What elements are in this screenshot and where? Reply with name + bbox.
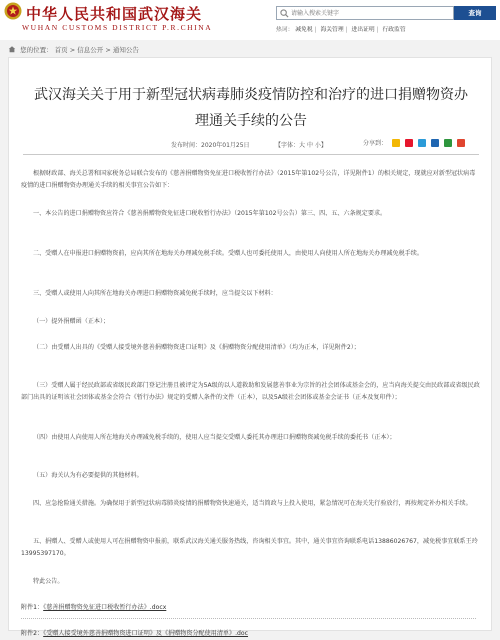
hot-words: 热词： 减免税 | 海关管理 | 进出证明 | 行政监管 [276,27,406,33]
site-subtitle: WUHAN CUSTOMS DISTRICT P.R.CHINA [22,23,213,32]
attachment-label: 附件2： [21,630,44,637]
site-header [0,0,500,40]
article-panel [8,57,492,637]
breadcrumb-separator: > [67,46,78,54]
font-medium-button[interactable]: 中 [306,142,313,149]
attachment-1 [21,602,481,614]
home-icon [8,45,16,53]
search-button[interactable]: 查询 [454,6,496,20]
more-icon[interactable] [457,139,465,147]
paragraph: 三、受赠人或使用人向其所在地海关办理进口捐赠物资减免税手续时，应当提交以下材料： [33,290,277,297]
hot-word-link[interactable]: 海关管理 [320,27,344,33]
font-small-button[interactable]: 小 [314,142,321,149]
tencent-icon[interactable] [418,139,426,147]
paragraph: （二）由受赠人出具的《受赠人接受境外慈善捐赠物资进口证明》及《捐赠物资分配使用清单》（均为正本，详见附件2）； [33,344,360,351]
attachment-link[interactable]: 《慈善捐赠物资免征进口税收暂行办法》.docx [43,604,167,611]
breadcrumb-notice[interactable]: 通知公告 [112,46,139,54]
paragraph: 四、应急抢险通关措施。为确保用于新型冠状病毒肺炎疫情的捐赠物资快速通关，适当简政与上投入使用，紧急情况可在海关先行验放行，再按规定补办相关手续。 [33,500,472,507]
publish-date [171,140,250,149]
breadcrumb-prefix: 您的位置： [20,46,53,54]
breadcrumb-info[interactable]: 信息公开 [77,46,104,54]
paragraph: 二、受赠人在申报进口捐赠物资前，应向其所在地海关办理减免税手续。受赠人也可委托使用人，由使用人向使用人所在地海关办理减免税手续。 [33,250,423,257]
attachment-label: 附件1： [21,604,44,611]
paragraph: （三）受赠人属于经民政部或省级民政部门登记注册且被评定为5A级的以人道救助和发展慈善事业为宗旨的社会团体或基金会的，应当向海关提交由民政部或省级民政部门出具的证明该社会团体或基金会符合《暂行办法》规定的受赠人条件的文件（正本），以及5A级社会团体或基金会证书（正本及复印件）； [21,382,480,401]
date-value: 2020年01月25日 [201,142,250,149]
site-title[interactable]: 中华人民共和国武汉海关 [26,5,203,23]
douban-icon[interactable] [444,139,452,147]
hot-word-link[interactable]: 减免税 [295,27,313,33]
paragraph: （一）提外捐赠函（正本）； [33,318,110,325]
search-icon [280,9,289,18]
hot-word-link[interactable]: 行政监管 [382,27,406,33]
renren-icon[interactable] [431,139,439,147]
attachment-divider [21,618,476,619]
breadcrumb [8,45,139,54]
search-input[interactable] [291,7,451,19]
article-title: 武汉海关关于用于新型冠状病毒肺炎疫情防控和治疗的进口捐赠物资办理通关手续的公告 [34,87,468,129]
breadcrumb-separator: > [103,46,113,54]
paragraph: 根据财政部、海关总署和国家税务总局联合发布的《慈善捐赠物资免征进口税收暂行办法》（2015年第102号公告，详见附件1）的相关规定，现就应对新型冠状病毒疫情的进口捐赠物资办理通关手续的相关事宜公告如下： [21,170,476,189]
paragraph: （五）海关认为有必要提供的其他材料。 [33,472,143,479]
date-label: 发布时间： [171,142,202,149]
attachment-2 [21,628,481,640]
hot-words-label: 热词： [276,27,294,33]
paragraph: 一、本公告的进口捐赠物资应符合《慈善捐赠物资免征进口税收暂行办法》（2015年第102号公告）第三、四、五、六条规定要求。 [33,210,387,217]
weibo-icon[interactable] [405,139,413,147]
title-divider [23,154,479,155]
search-box [276,6,454,20]
paragraph: 五、捐赠人、受赠人或使用人可在捐赠物资申报前，联系武汉海关通关服务热线，咨询相关事宜。其中，通关事宜咨询联系电话13886026767，减免税事宜联系王玲13995397170。 [21,538,478,557]
qzone-icon[interactable] [392,139,400,147]
font-size-switch [275,140,327,149]
paragraph: 特此公告。 [33,578,64,585]
share-bar [363,138,468,149]
font-large-button[interactable]: 大 [299,142,306,149]
attachment-link[interactable]: 《受赠人接受境外慈善捐赠物资进口证明》及《捐赠物资分配使用清单》.doc [43,630,249,637]
customs-emblem-icon[interactable] [4,2,22,20]
font-label-end: 】 [320,142,327,149]
article-meta [23,138,479,152]
share-label: 分享到： [363,140,388,147]
hot-word-link[interactable]: 进出证明 [351,27,375,33]
paragraph: （四）由使用人向使用人所在地海关办理减免税手续的，使用人应当提交受赠人委托其办理进口捐赠物资减免税手续的委托书（正本）； [33,434,396,441]
breadcrumb-home[interactable]: 首页 [54,46,68,54]
font-label: 【字体： [275,142,300,149]
